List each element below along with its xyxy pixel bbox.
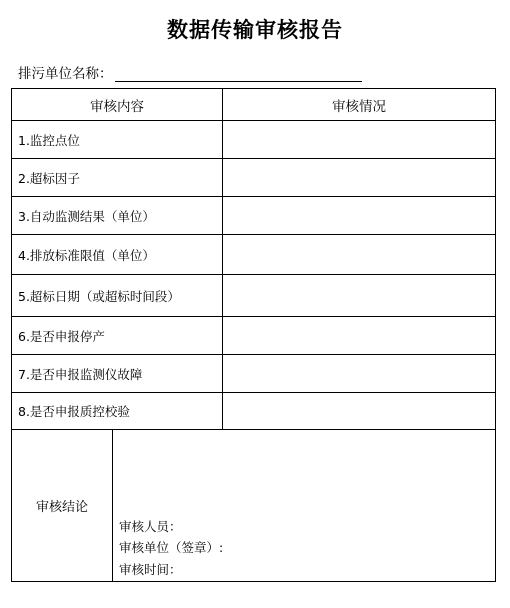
audit-table [11, 88, 496, 582]
row-label-exceeding-factor: 2.超标因子 [12, 159, 223, 197]
row-value-cell [223, 355, 496, 393]
table-row [12, 197, 496, 235]
row-value-cell [223, 317, 496, 355]
signature-review-time: 审核时间： [119, 561, 182, 577]
table-row [12, 121, 496, 159]
unit-name-field [18, 62, 362, 82]
report-title: 数据传输审核报告 [167, 17, 343, 42]
header-audit-status: 审核情况 [223, 89, 496, 121]
row-label-exceeding-date: 5.超标日期（或超标时间段） [12, 275, 223, 317]
row-value-cell [223, 235, 496, 275]
row-value-cell [223, 121, 496, 159]
row-value-cell [223, 393, 496, 430]
row-label-instrument-fault-declared: 7.是否申报监测仪故障 [12, 355, 223, 393]
header-audit-content: 审核内容 [12, 89, 223, 121]
conclusion-body [113, 430, 496, 582]
table-row [12, 355, 496, 393]
unit-name-blank [115, 67, 362, 82]
row-value-cell [223, 275, 496, 317]
row-label-shutdown-declared: 6.是否申报停产 [12, 317, 223, 355]
unit-name-label: 排污单位名称： [18, 66, 113, 82]
signature-unit-seal: 审核单位（签章）: [119, 540, 224, 555]
conclusion-row [12, 430, 496, 582]
row-label-auto-monitoring-result: 3.自动监测结果（单位） [12, 197, 223, 235]
row-value-cell [223, 197, 496, 235]
row-label-qc-calibration-declared: 8.是否申报质控校验 [12, 393, 223, 430]
table-row [12, 159, 496, 197]
signature-reviewer: 审核人员： [119, 518, 182, 534]
table-row [12, 393, 496, 430]
table-row [12, 235, 496, 275]
table-row [12, 317, 496, 355]
row-label-emission-limit: 4.排放标准限值（单位） [12, 235, 223, 275]
row-label-monitoring-point: 1.监控点位 [12, 121, 223, 159]
table-row [12, 275, 496, 317]
row-value-cell [223, 159, 496, 197]
conclusion-label: 审核结论 [12, 430, 113, 582]
table-header-row [12, 89, 496, 121]
